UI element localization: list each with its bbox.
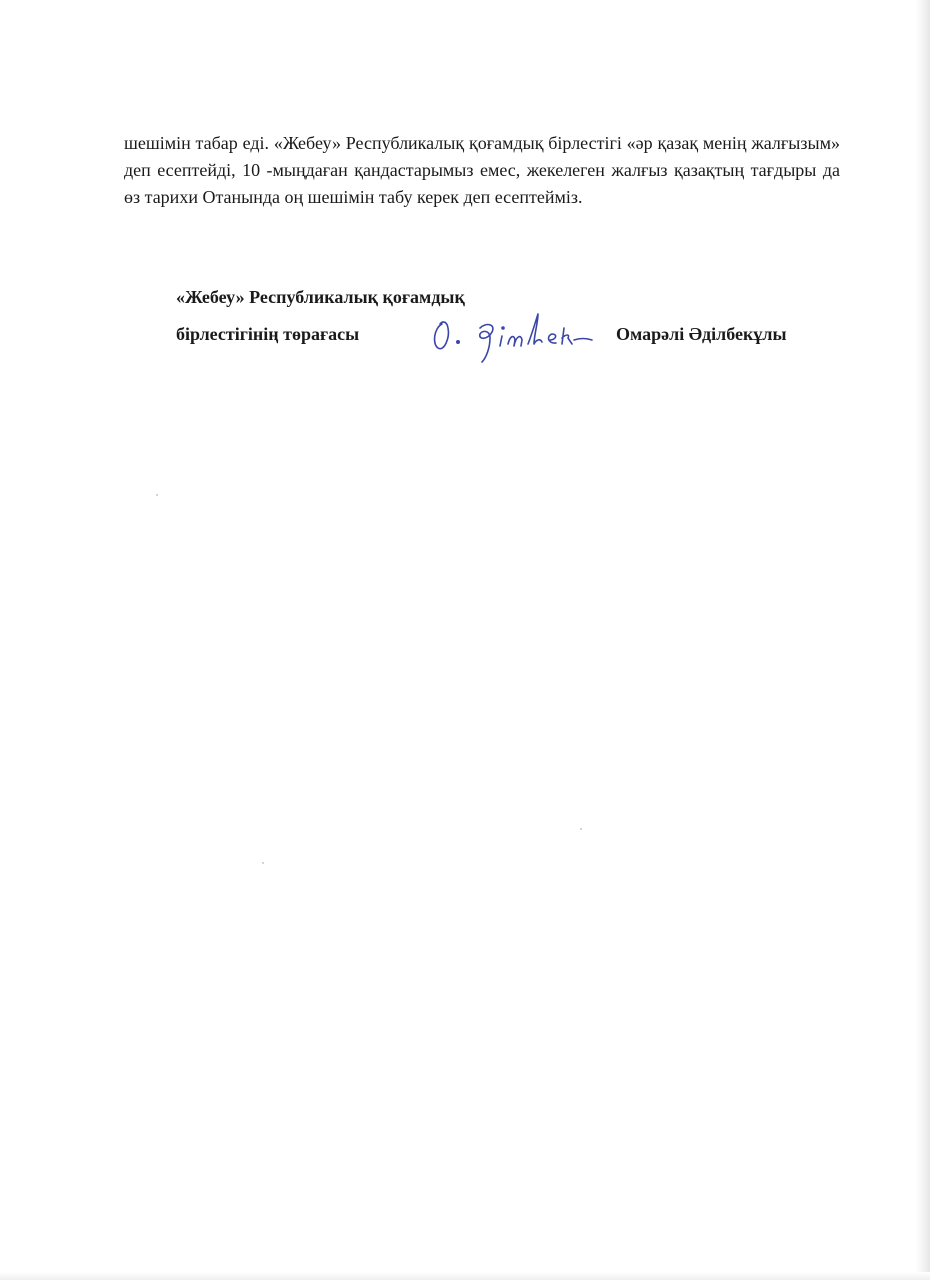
body-paragraph: шешімін табар еді. «Жебеу» Республикалық қоғамдық бірлестігі «әр қазақ менің жалғызым» деп есептейді, 10 -мыңдаған қандастарымыз емес, жекелеген жалғыз қазақтың тағдыры да өз тарихи Отанында оң шешімін табу керек деп есептейміз. — [124, 133, 840, 207]
scan-speck — [156, 494, 158, 496]
scan-speck — [580, 828, 582, 830]
scan-speck — [262, 862, 264, 864]
signature-position-line: бірлестігінің төрағасы — [176, 324, 360, 344]
signature-organization-line: «Жебеу» Республикалық қоғамдық — [176, 287, 465, 307]
handwritten-signature — [428, 310, 598, 366]
scan-edge — [916, 0, 930, 1280]
scan-edge-bottom — [0, 1272, 930, 1280]
signatory-name: Омарәлі Әділбекұлы — [616, 324, 787, 344]
